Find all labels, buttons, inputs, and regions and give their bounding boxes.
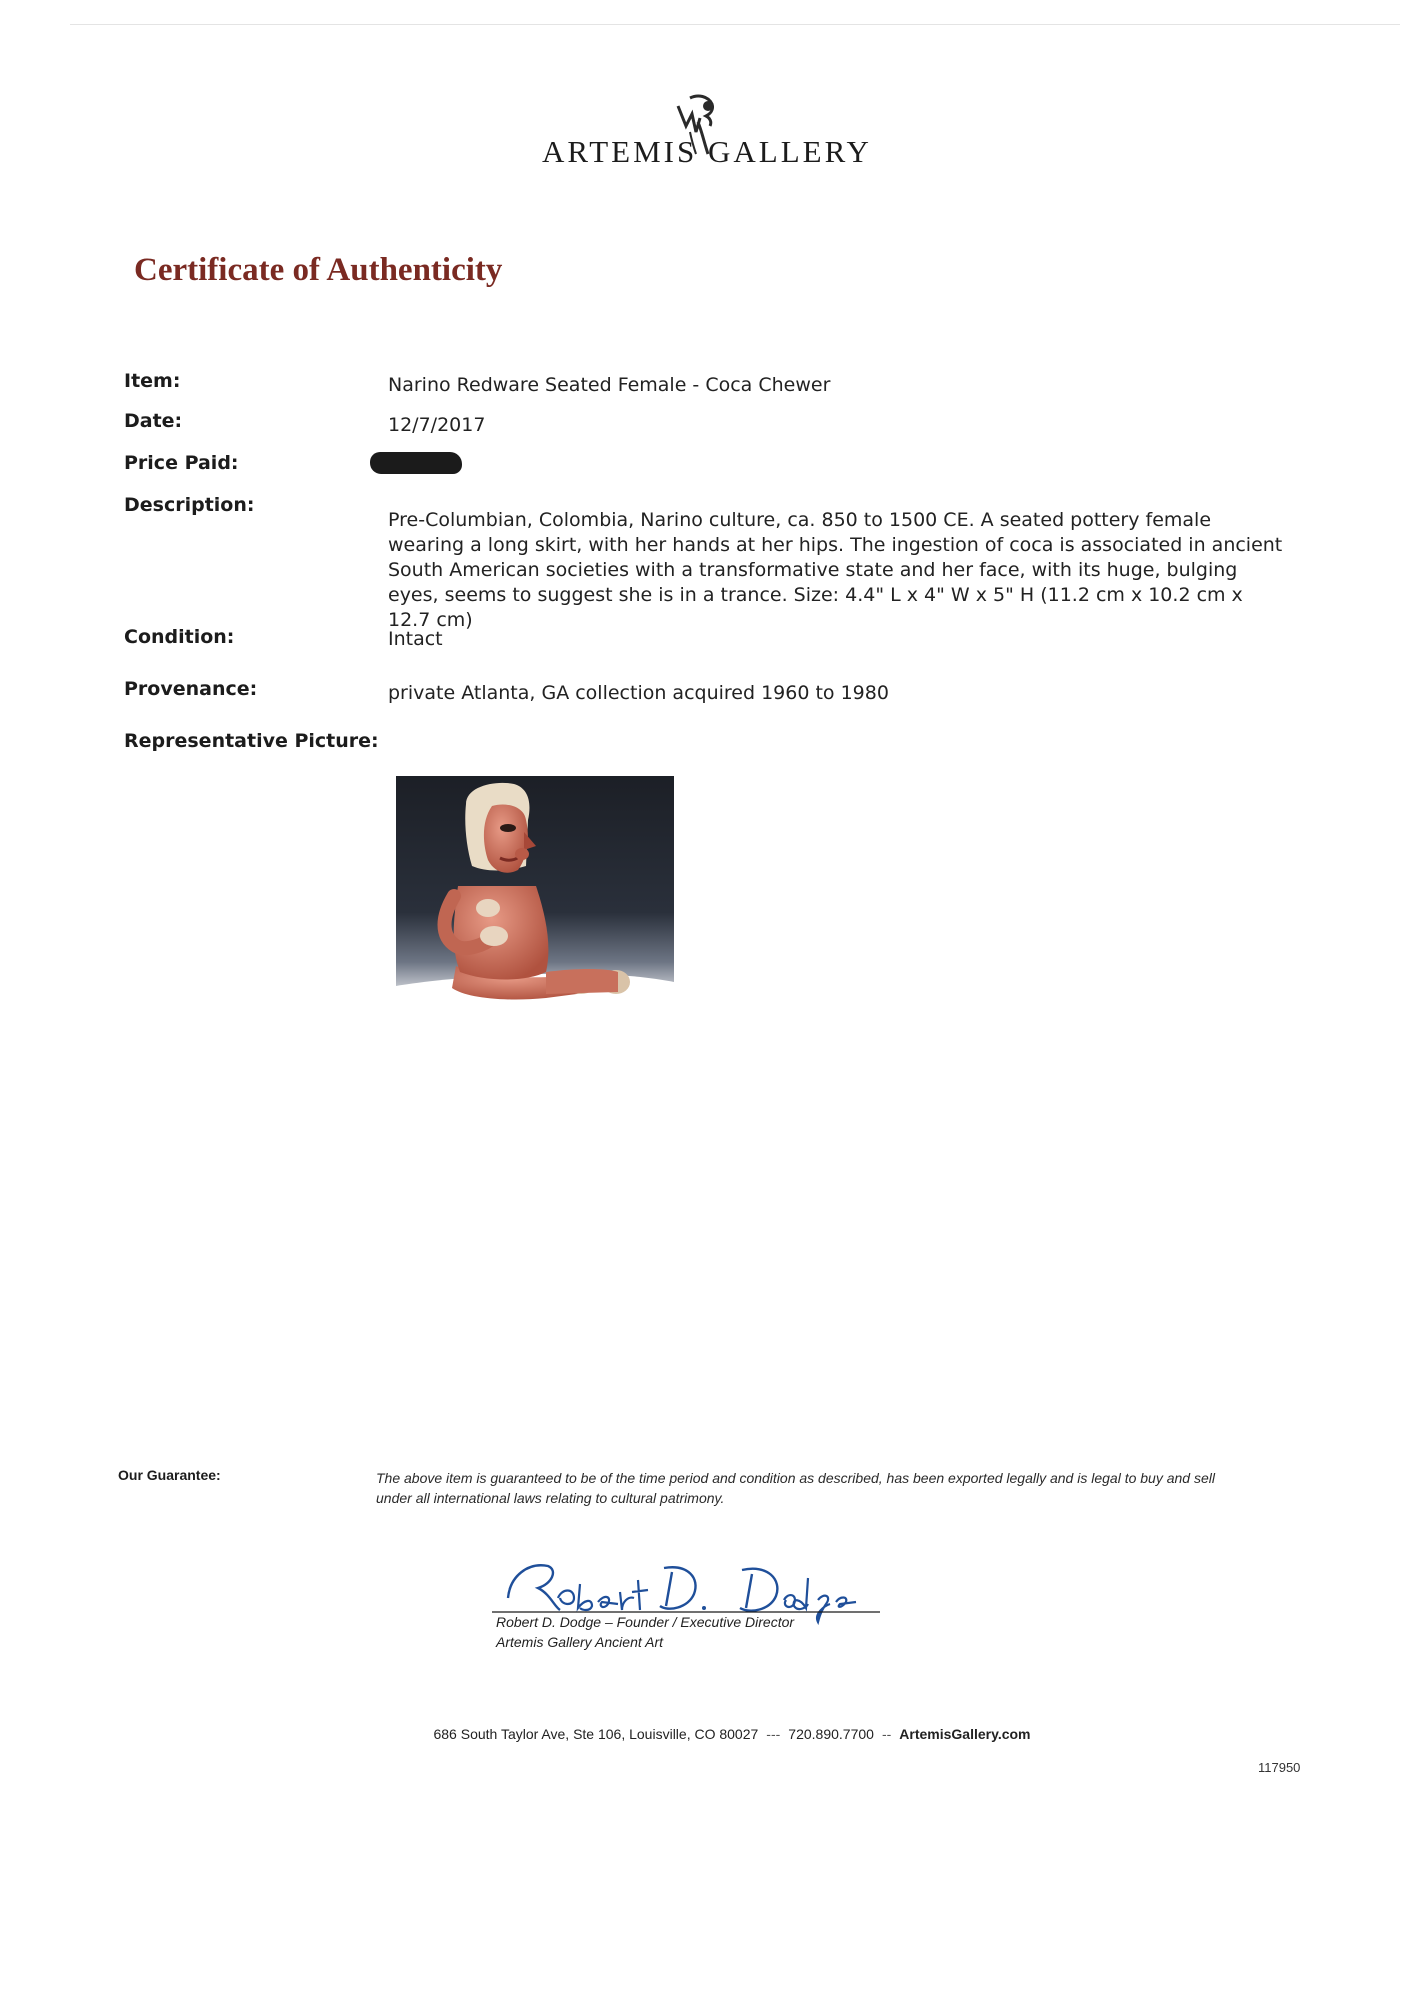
- condition-label: Condition:: [124, 626, 235, 648]
- footer-phone: 720.890.7700: [788, 1726, 874, 1742]
- redacted-price: [370, 452, 462, 474]
- representative-picture: [396, 776, 674, 1024]
- certificate-title: Certificate of Authenticity: [134, 252, 503, 288]
- footer-separator: ---: [766, 1726, 781, 1742]
- gallery-brand-name: ARTEMIS GALLERY: [542, 134, 872, 169]
- description-value: Pre-Columbian, Colombia, Narino culture, ca. 850 to 1500 CE. A seated pottery female wearing a long skirt, with her hands at her hips. The ingestion of coca is associated in ancient South American societies with a transformative state and her face, with its huge, bulging eyes, seems to suggest she is in a trance. Size: 4.4" L x 4" W x 5" H (11.2 cm x 10.2 cm x 12.7 cm): [388, 509, 1283, 631]
- signer-organization: Artemis Gallery Ancient Art: [496, 1634, 664, 1650]
- condition-value: Intact: [388, 628, 443, 650]
- item-label: Item:: [124, 370, 181, 392]
- footer-separator-2: --: [881, 1726, 892, 1742]
- footer-address: 686 South Taylor Ave, Ste 106, Louisville, CO 80027: [433, 1726, 759, 1742]
- item-value: Narino Redware Seated Female - Coca Chewer: [388, 374, 831, 396]
- price-paid-label: Price Paid:: [124, 452, 239, 474]
- provenance-label: Provenance:: [124, 678, 258, 700]
- representative-picture-label: Representative Picture:: [124, 730, 379, 752]
- description-label: Description:: [124, 494, 255, 516]
- date-label: Date:: [124, 410, 183, 432]
- footer-contact: [0, 1726, 1414, 1742]
- provenance-value: private Atlanta, GA collection acquired 1960 to 1980: [388, 682, 889, 704]
- signer-name-title: Robert D. Dodge – Founder / Executive Director: [496, 1614, 795, 1630]
- top-rule: [70, 24, 1400, 25]
- figurine-image: [396, 776, 674, 1024]
- date-value: 12/7/2017: [388, 414, 486, 436]
- document-number: 117950: [1258, 1760, 1301, 1775]
- guarantee-label: Our Guarantee:: [118, 1467, 221, 1483]
- footer-website: ArtemisGallery.com: [899, 1726, 1031, 1742]
- guarantee-text: The above item is guaranteed to be of the time period and condition as described, has been exported legally and is legal to buy and sell under all international laws relating to cultural patrimony.: [376, 1470, 1215, 1506]
